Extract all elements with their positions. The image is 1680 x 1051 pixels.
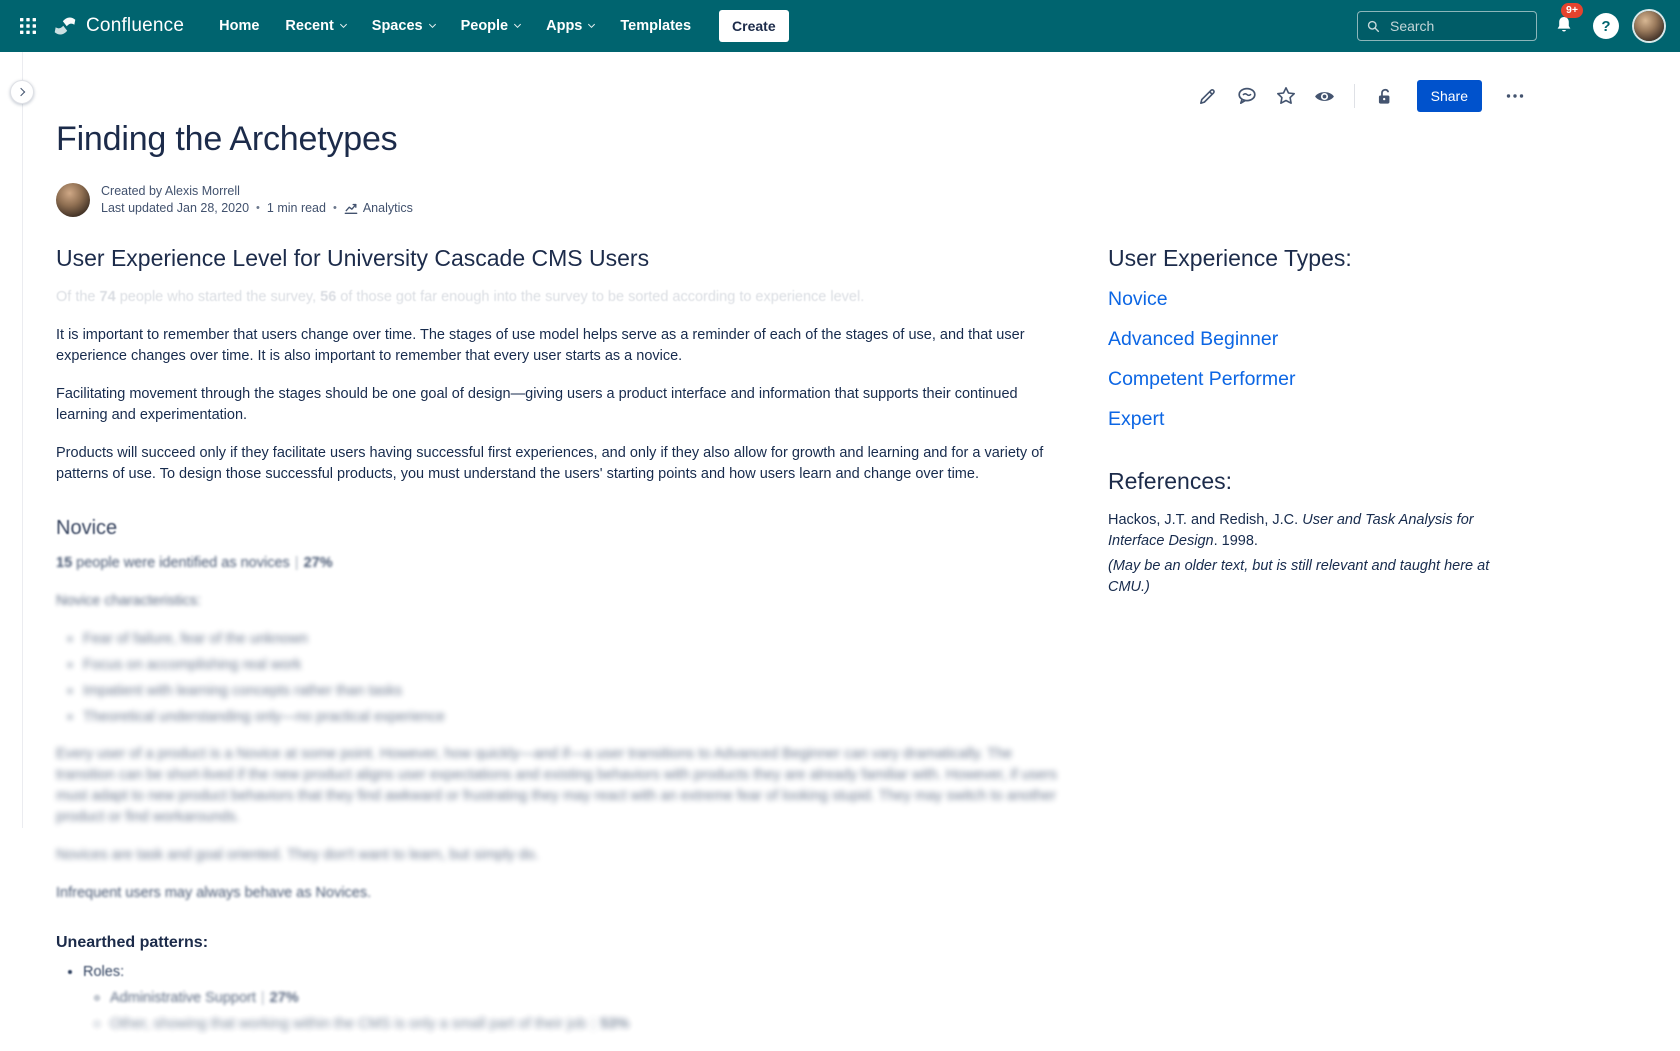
- question-mark-icon: ?: [1601, 17, 1611, 35]
- list-item: • Fear of failure, fear of the unknown: [83, 629, 1068, 650]
- edit-button[interactable]: [1193, 81, 1223, 111]
- last-updated[interactable]: Last updated Jan 28, 2020: [101, 201, 250, 215]
- novice-characteristics-list: [83, 629, 1068, 728]
- unlock-icon: [1373, 86, 1394, 107]
- survey-summary-paragraph: Of the 74 people who started the survey, 56 of those got far enough into the survey to be sorted according to experience level.: [56, 289, 865, 305]
- analytics-chart-icon: [344, 202, 358, 215]
- nav-item-templates[interactable]: Templates: [620, 18, 692, 34]
- pencil-icon: [1197, 86, 1218, 107]
- grid-icon: [19, 17, 37, 35]
- paragraph-facilitating-movement: Facilitating movement through the stages should be one goal of design—giving users a product interface and information that supports their continued learning and experimentation.: [56, 386, 1018, 423]
- brand-name: Confluence: [86, 15, 185, 36]
- star-icon: [1275, 85, 1297, 107]
- chevron-down-icon: [588, 21, 595, 28]
- toolbar-divider: [1354, 84, 1355, 108]
- list-item: • Impatient with learning concepts rather than tasks: [83, 681, 1068, 702]
- analytics-link[interactable]: [344, 200, 413, 217]
- comment-button[interactable]: [1232, 81, 1262, 111]
- sidebar-collapsed-divider: [22, 52, 23, 828]
- dot-separator: •: [332, 202, 337, 214]
- content-area: [0, 241, 1680, 1051]
- notification-badge: 9+: [1561, 3, 1583, 18]
- link-novice[interactable]: Novice: [1108, 288, 1168, 310]
- more-actions-button[interactable]: [1500, 81, 1530, 111]
- novice-characteristics-label: Novice characteristics:: [56, 593, 202, 609]
- novice-infrequent-paragraph: Infrequent users may always behave as Novices.: [56, 885, 372, 901]
- share-button[interactable]: Share: [1417, 80, 1482, 112]
- analytics-label: Analytics: [362, 201, 413, 215]
- novice-transition-paragraph: Every user of a product is a Novice at some point. However, how quickly—and if—a user transitions to Advanced Beginner can vary dramatically. The transition can be short-lived if the new product aligns user expectations and existing behaviors with products they are already familiar with. However, if users must adapt to new product behaviors that they find awkward or frustrating they may react with an extreme fear of looking stupid. They may switch to another product or find workarounds.: [56, 746, 1058, 825]
- restrictions-button[interactable]: [1369, 81, 1399, 111]
- comment-icon: [1236, 85, 1258, 107]
- novice-count-line: 15 people were identified as novices | 27%: [56, 555, 333, 571]
- app-switcher-icon[interactable]: [12, 10, 44, 42]
- expand-sidebar-button[interactable]: [10, 80, 34, 104]
- ellipsis-icon: [1505, 86, 1525, 106]
- nav-item-apps[interactable]: Apps: [546, 18, 594, 34]
- patterns-list: [83, 962, 1068, 1035]
- paragraph-products-succeed: Products will succeed only if they facilitate users having successful first experiences, and only if they also allow for growth and learning and for a variety of patterns of use. To design those successful products, you must understand the users' starting points and how users learn and change over time.: [56, 445, 1044, 482]
- created-by: Created by Alexis Morrell: [101, 184, 240, 198]
- list-item: ◦ Other, showing that working within the CMS is only a small part of their job | 53%: [110, 1014, 1068, 1035]
- author-avatar[interactable]: [56, 183, 90, 217]
- page-toolbar: [0, 52, 1680, 112]
- search-icon: [1367, 19, 1380, 34]
- read-time: 1 min read: [266, 201, 326, 215]
- watch-button[interactable]: [1310, 81, 1340, 111]
- top-nav: [0, 0, 1680, 52]
- roles-sublist: [110, 988, 1068, 1035]
- article-body: [56, 241, 1068, 1051]
- create-button[interactable]: Create: [719, 10, 789, 42]
- chevron-down-icon: [514, 21, 521, 28]
- chevron-down-icon: [429, 21, 436, 28]
- search-input[interactable]: [1388, 17, 1527, 35]
- paragraph-stages-of-use: It is important to remember that users change over time. The stages of use model helps serve as a reminder of each of the stages of use, and that user experience changes over time. It is also important to remember that every user starts as a novice.: [56, 327, 1025, 364]
- list-item: • Theoretical understanding only—no practical experience: [83, 707, 1068, 728]
- search-box[interactable]: [1357, 11, 1537, 41]
- reference-note: (May be an older text, but is still relevant and taught here at CMU.): [1108, 558, 1490, 595]
- list-item: ◦ Administrative Support | 27%: [110, 988, 1068, 1009]
- help-button[interactable]: [1593, 13, 1619, 39]
- nav-right-cluster: [1357, 4, 1664, 41]
- link-advanced-beginner[interactable]: Advanced Beginner: [1108, 328, 1279, 350]
- chevron-down-icon: [340, 21, 347, 28]
- dot-separator: •: [256, 202, 260, 214]
- novice-task-paragraph: Novices are task and goal oriented. They don't want to learn, but simply do.: [56, 847, 539, 863]
- references-heading: References:: [1108, 468, 1233, 494]
- page-header: [0, 120, 1680, 217]
- list-item: • Focus on accomplishing real work: [83, 655, 1068, 676]
- link-expert[interactable]: Expert: [1108, 408, 1165, 430]
- nav-item-recent[interactable]: Recent: [285, 18, 345, 34]
- nav-item-people[interactable]: People: [461, 18, 521, 34]
- article-heading: User Experience Level for University Cascade CMS Users: [56, 245, 650, 271]
- experience-types-heading: User Experience Types:: [1108, 245, 1352, 271]
- page-title: Finding the Archetypes: [56, 120, 398, 158]
- notifications-button[interactable]: [1552, 4, 1578, 39]
- page-aside: [1108, 241, 1520, 1051]
- confluence-logo[interactable]: [52, 13, 184, 39]
- eye-icon: [1313, 85, 1336, 108]
- chevron-right-icon: [17, 88, 25, 96]
- nav-item-spaces[interactable]: Spaces: [372, 18, 435, 34]
- byline-text: [101, 183, 413, 217]
- roles-list-item: • Roles: ◦ Administrative Support | 27% ◦ Other, showing that working within the CMS is only a small part of their job | 53%: [83, 962, 1068, 1035]
- link-competent-performer[interactable]: Competent Performer: [1108, 368, 1296, 390]
- favorite-button[interactable]: [1271, 81, 1301, 111]
- byline: [56, 183, 1680, 217]
- confluence-logo-icon: [52, 13, 78, 39]
- user-avatar[interactable]: [1634, 11, 1664, 41]
- unearthed-patterns-heading: Unearthed patterns:: [56, 934, 209, 951]
- novice-heading: Novice: [56, 517, 118, 539]
- reference-citation: Hackos, J.T. and Redish, J.C. User and Task Analysis for Interface Design. 1998.: [1108, 512, 1474, 549]
- nav-item-home[interactable]: Home: [219, 18, 260, 34]
